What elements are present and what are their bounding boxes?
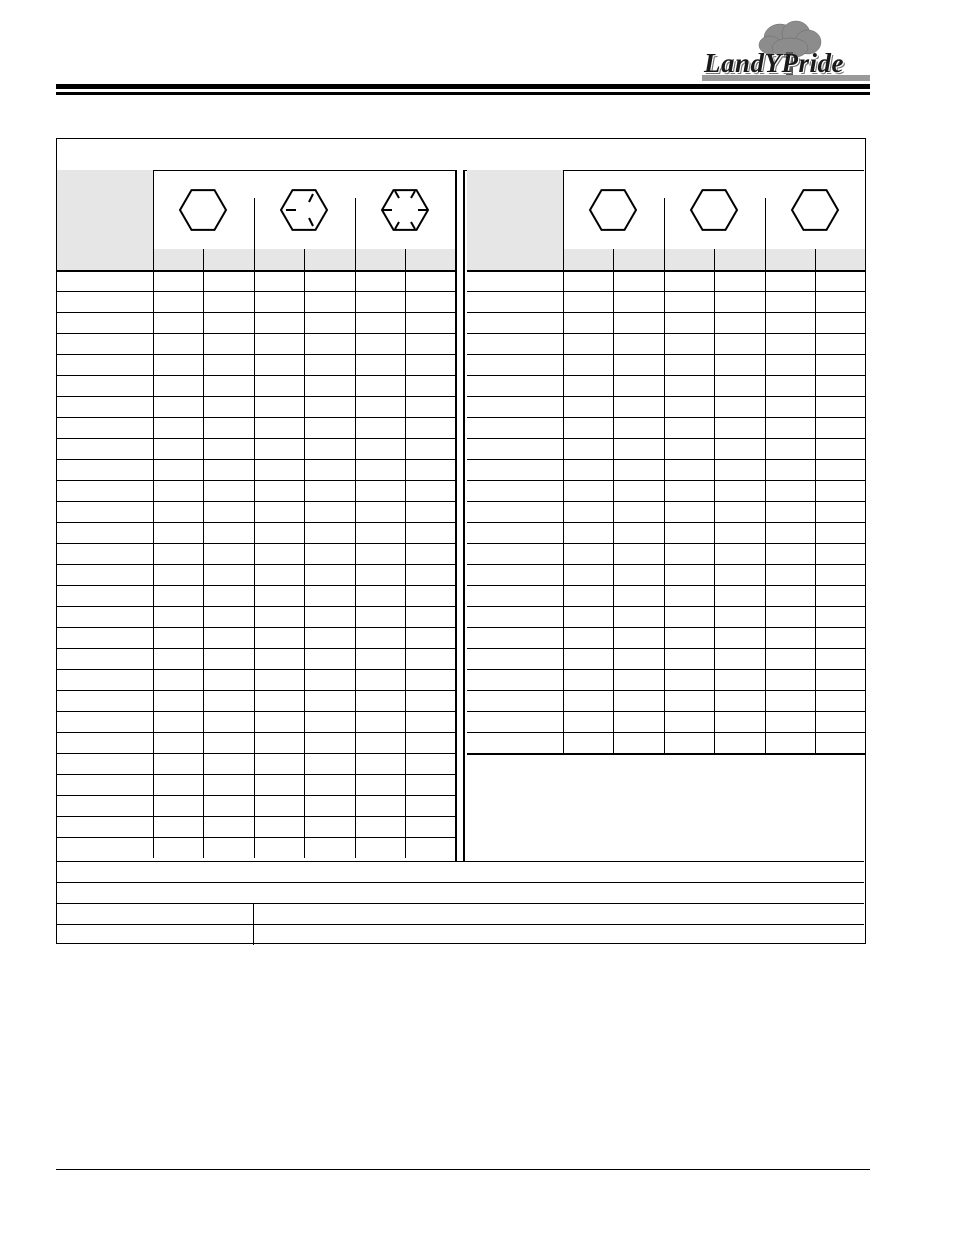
first-col-divider xyxy=(153,170,154,858)
table-row-line xyxy=(467,732,865,733)
table-row-line xyxy=(57,543,455,544)
header-rule-thick xyxy=(56,84,870,89)
hex-bolt-3-marks-icon xyxy=(279,186,329,234)
table-row-line xyxy=(57,291,455,292)
table-row-line xyxy=(467,585,865,586)
header-label-cell xyxy=(57,170,153,249)
table-row-line xyxy=(467,438,865,439)
footer-rule xyxy=(56,1169,870,1170)
table-row-line xyxy=(467,480,865,481)
table-row-line xyxy=(57,711,455,712)
table-row-line xyxy=(57,648,455,649)
table-title-row xyxy=(57,139,864,171)
sub-col-line xyxy=(304,249,305,858)
header-rule-thin xyxy=(56,92,870,95)
table-row-line xyxy=(467,396,865,397)
table-row-line xyxy=(467,291,865,292)
table-row-line xyxy=(57,522,455,523)
table-row-line xyxy=(467,648,865,649)
table-row-line xyxy=(467,669,865,670)
table-footer-row-1 xyxy=(57,861,864,882)
table-row-line xyxy=(57,396,455,397)
table-row-line xyxy=(57,459,455,460)
table-row-line xyxy=(467,375,865,376)
table-row-line xyxy=(467,543,865,544)
table-row-line xyxy=(57,795,455,796)
panel-divider xyxy=(455,170,465,861)
hex-bolt-plain-icon xyxy=(689,186,739,234)
table-row-line xyxy=(467,690,865,691)
table-row-line xyxy=(57,627,455,628)
table-row-line xyxy=(57,837,455,838)
table-row-line xyxy=(467,333,865,334)
group-col-line xyxy=(355,249,356,858)
subheader-row xyxy=(57,249,455,270)
table-footer-row-3 xyxy=(57,903,864,924)
table-row-line xyxy=(467,606,865,607)
hex-bolt-plain-icon xyxy=(790,186,840,234)
header-label-cell xyxy=(467,170,563,249)
hex-bolt-plain-icon xyxy=(588,186,638,234)
table-row-line xyxy=(57,333,455,334)
table-row-line xyxy=(57,690,455,691)
table-row-line xyxy=(57,732,455,733)
table-row-line xyxy=(57,417,455,418)
sub-col-line xyxy=(405,249,406,858)
first-col-divider xyxy=(563,170,564,753)
table-row-line xyxy=(57,669,455,670)
table-row-line xyxy=(57,816,455,817)
subheader-row xyxy=(467,249,865,270)
table-row-line xyxy=(57,501,455,502)
table-row-line xyxy=(57,354,455,355)
table-row-line xyxy=(467,711,865,712)
table-row-line xyxy=(57,606,455,607)
table-row-line xyxy=(57,480,455,481)
table-footer-row-4 xyxy=(57,924,864,945)
table-row-line xyxy=(467,564,865,565)
table-row-line xyxy=(467,459,865,460)
table-row-line xyxy=(57,312,455,313)
landpride-logo xyxy=(700,18,872,84)
subheader-bottom-rule xyxy=(467,270,865,272)
table-row-line xyxy=(57,438,455,439)
table-row-line xyxy=(467,522,865,523)
table-footer-row-2 xyxy=(57,882,864,903)
table-row-line xyxy=(57,375,455,376)
table-row-line xyxy=(57,564,455,565)
hex-bolt-plain-icon xyxy=(178,186,228,234)
table-row-line xyxy=(57,585,455,586)
table-row-line xyxy=(57,774,455,775)
logo-wordmark: LandYPride xyxy=(704,48,844,78)
group-divider xyxy=(254,198,255,249)
subheader-bottom-rule xyxy=(57,270,455,272)
group-divider xyxy=(765,198,766,249)
sub-col-line xyxy=(203,249,204,858)
left-table-panel xyxy=(57,170,455,861)
group-divider xyxy=(664,198,665,249)
table-row-line xyxy=(467,627,865,628)
group-divider xyxy=(355,198,356,249)
table-row-line xyxy=(467,354,865,355)
table-row-line xyxy=(467,417,865,418)
group-col-line xyxy=(254,249,255,858)
table-row-line xyxy=(57,753,455,754)
table-row-line xyxy=(467,501,865,502)
right-table-panel xyxy=(467,170,865,861)
table-row-line xyxy=(467,312,865,313)
torque-table xyxy=(56,138,866,944)
hex-bolt-6-marks-icon xyxy=(380,186,430,234)
table-bottom-rule xyxy=(467,753,865,755)
